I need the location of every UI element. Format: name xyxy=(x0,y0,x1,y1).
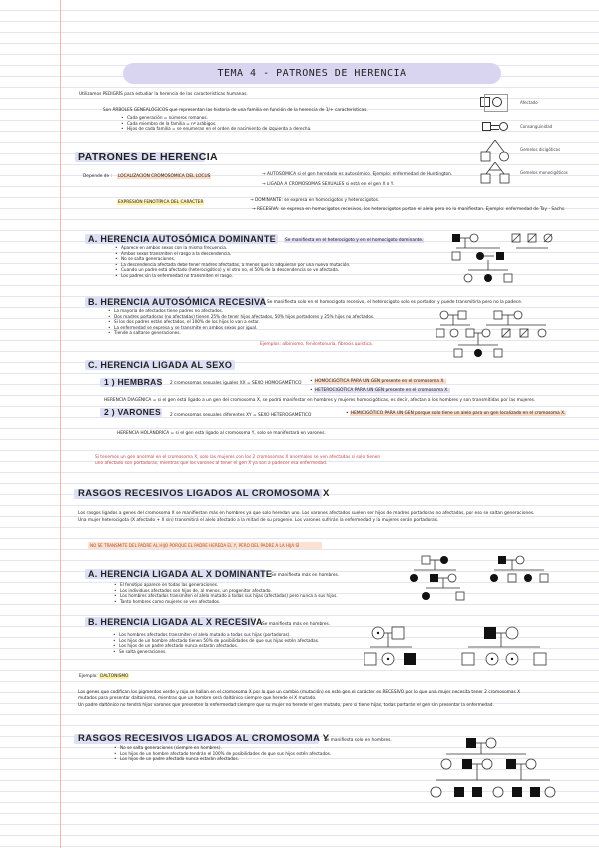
list-item: • Ambos sexos transmiten el rasgo a la descendencia. xyxy=(121,251,350,257)
list-item: • Se salta generaciones. xyxy=(119,649,319,655)
holandric-text: HERENCIA HOLÁNDRICA = si el gen está ligado al cromosoma Y, solo se manifestará en varones. xyxy=(117,431,326,436)
hemizygous-line: • HEMICIGÓTICO PARA UN GEN porque solo tiene un alelo para un gen localizado en el cromosoma X. xyxy=(346,411,566,416)
paragraph: Un padre daltónico no tendrá hijos varones que presenten la enfermedad siempre que su mujer no herede el gen mutado, pero si tiene hijas, todas portarán el gen sin presentar la enfermedad. xyxy=(78,703,494,708)
locus-label-text: LOCALIZACIÓN CROMOSÓMICA DEL LOCUS xyxy=(118,174,211,179)
section-note-text: Se manifiesta en el heterocigoto y en el homocigoto dominante. xyxy=(285,238,424,243)
section-note: Se manifiesta más en hombres. xyxy=(271,573,340,578)
bullet-list xyxy=(111,245,350,279)
list-item: • Hijos de cada familia = se enumeran en el orden de nacimiento de izquierda a derecha. xyxy=(127,126,311,132)
monozygotic-twins-icon xyxy=(480,162,510,184)
pedigree-y-linked xyxy=(426,736,556,808)
expression-label-text: EXPRESIÓN FENOTÍPICA DEL CARÁCTER xyxy=(118,200,204,205)
section-heading: A. HERENCIA LIGADA AL X DOMINANTE xyxy=(88,569,273,579)
red-note-1: Si tenemos un gen anormal en el cromosoma X, solo las mujeres con los 2 cromosomas X anormales se ven afectadas si solo tienen xyxy=(95,455,381,460)
example-label xyxy=(79,674,129,679)
section-heading: C. HERENCIA LIGADA AL SEXO xyxy=(88,360,233,370)
section-heading: PATRONES DE HERENCIA xyxy=(78,151,219,163)
section-note: Se manifiesta solo en hombres. xyxy=(324,738,392,743)
paragraph: Los genes que codifican los pigmentos verde y rojo se hallan en el cromosoma X por lo que un cambio (mutación) en este gen el carácter es RECESIVO por lo que una mujer necesita tener 2 cromosomas X xyxy=(78,690,521,695)
list-item: • Cada generación = números romanos. xyxy=(127,115,311,121)
subheading: 1 ) HEMBRAS xyxy=(104,377,163,387)
legend-label: Gemelos dicigóticos xyxy=(520,147,561,152)
list-item: • Aparece en ambos sexos con la misma frecuencia. xyxy=(121,245,350,251)
locus-label xyxy=(117,174,211,179)
notebook-margin xyxy=(60,0,61,848)
hemizygous-line-text: HEMICIGÓTICO PARA UN GEN porque solo tiene un alelo para un gen localizado en el cromosoma X. xyxy=(350,411,566,416)
affected-box xyxy=(484,94,508,112)
legend-label: Afectado xyxy=(520,100,538,105)
list-item: • Tanto hombres como mujeres se ven afectados. xyxy=(120,599,338,605)
section-note: Se manifiesta más en hombres. xyxy=(262,622,331,627)
pedigree-legend xyxy=(480,92,580,182)
list-item: • La enfermedad se expresa y se transmite en ambos sexos por igual. xyxy=(114,325,374,331)
list-item: • Los hombres afectados transmiten el alelo mutado a todas sus hijas (portadoras). xyxy=(119,632,319,638)
list-item: • Los hijos de un hombre afectado tendrán el 100% de posibilidades de que sus hijos estén afectados. xyxy=(120,751,331,757)
section-heading: B. HERENCIA LIGADA AL X RECESIVA xyxy=(88,617,263,627)
section-note xyxy=(284,238,424,243)
highlight-band: NO SE TRANSMITE DEL PADRE AL HIJO PORQUE EL PADRE HEREDA EL Y, PERO DEL PADRE A LA HIJA SÍ xyxy=(88,542,322,549)
legend-label: Gemelos monocigóticos xyxy=(520,170,568,175)
section-heading: RASGOS RECESIVOS LIGADOS AL CROMOSOMA X xyxy=(78,488,330,499)
dominant-line: → DOMINANTE: se expresa en homocigotos y heterocigotos. xyxy=(250,198,380,203)
list-item: • Los hijos de un padre afectado nunca estarán afectados. xyxy=(120,756,331,762)
legend-label: Consanguinidad xyxy=(520,124,553,129)
bullet-list xyxy=(109,632,319,654)
list-item: • Cuando un padre está afectado (heterocigótico) y el otro no, el 50% de la descendencia se ve afectada. xyxy=(121,267,350,273)
sex-linked-line: → LIGADA A CROMOSOMAS SEXUALES si está en el gen X o Y. xyxy=(262,182,394,187)
homogametic-text: 2 cromosomas sexuales iguales XX = SEXO HOMOGAMÉTICO xyxy=(170,381,302,386)
list-item: • No se salta generaciones (siempre en hombres). xyxy=(120,745,331,751)
section-note: Se manifiesta solo en el homocigoto recesivo, el heterocigoto solo es portador y puede transmitirla pero no la padece. xyxy=(267,300,523,305)
list-item: • Cada miembro de la familia = nº arábigos. xyxy=(127,121,311,127)
subheading: 2 ) VARONES xyxy=(104,407,161,417)
list-item: • Tiende a saltarse generaciones. xyxy=(114,330,374,336)
expression-label xyxy=(117,200,204,205)
recessive-line: → RECESIVA: se expresa en homocigotos recesivos, los heterocigotos portan el alelo pero no lo manifiestan. Ejemplo: enfermedad de Tay - Sachs. xyxy=(252,207,566,212)
pedigree-autosomal-dominant xyxy=(448,232,558,292)
depends-label: Depende de : xyxy=(83,174,112,179)
list-item: • Los hombres afectados transmiten el alelo mutado a todas sus hijas (afectadas) pero nunca a sus hijos. xyxy=(120,593,338,599)
pedigree-autosomal-recessive xyxy=(436,309,556,367)
tree-bullets xyxy=(117,115,311,132)
list-item: • Los hijos de un padre afectado nunca estarán afectados. xyxy=(119,643,319,649)
homozygous-line: • HOMOCIGÓTICA PARA UN GEN presente en el cromosoma X. xyxy=(310,379,445,384)
example-name: DALTONISMO xyxy=(100,674,129,679)
dizygotic-twins-icon xyxy=(480,140,510,162)
dosage-text: HERENCIA DIAGÉNICA = si el gen está ligado a un gen del cromosoma X, se podrá manifestar en hombres y mujeres homocigóticas, es decir, afectan a los hombres y son transmitidas por las mujeres. xyxy=(104,398,536,403)
list-item: • Los individuos afectados son hijos de, al menos, un progenitor afectado. xyxy=(120,588,338,594)
list-item: • El fenotipo aparece en todas las generaciones. xyxy=(120,582,338,588)
section-heading: RASGOS RECESIVOS LIGADOS AL CROMOSOMA Y xyxy=(78,733,330,744)
heterozygous-line: • HETEROCIGÓTICA PARA UN GEN presente en el cromosoma X. xyxy=(310,388,449,393)
autosomal-line: → AUTOSÓMICA si el gen heredado es autosómico. Ejemplo: enfermedad de Huntington. xyxy=(262,172,453,177)
paragraph: mutados para presentar daltonismo, mientras que un hombre será daltónico siempre que herede el X mutado. xyxy=(78,696,317,701)
heterozygous-line-text: HETEROCIGÓTICA PARA UN GEN presente en el cromosoma X. xyxy=(314,388,449,393)
tree-line: Son ÁRBOLES GENEALÓGICOS que representan las historia de una familia en función de la herencia de 1/+ características. xyxy=(103,108,368,113)
red-note-2: uno afectado son portadoras, mientras que los varones al tener el gen X ya son a padecer esa enfermedad. xyxy=(95,461,328,466)
page-title xyxy=(123,63,501,84)
page-title-text: TEMA 4 - PATRONES DE HERENCIA xyxy=(217,68,407,79)
list-item: • La mayoría de afectados tiene padres no afectados. xyxy=(114,308,374,314)
list-item: • Los hijos de un hombre afectado tienen 50% de posibilidades de que sus hijas estén afectadas. xyxy=(119,638,319,644)
male-symbol xyxy=(482,122,491,131)
pedigree-x-linked-recessive xyxy=(364,625,564,675)
consanguinity-line xyxy=(491,125,499,130)
pedigree-x-linked-dominant xyxy=(404,554,564,606)
heterogametic-text: 2 cromosomas sexuales diferentes XY = SEXO HETEROGAMÉTICO xyxy=(170,413,312,418)
paragraph: Una mujer heterocigota (X afectado + X sin) transmitirá el alelo afectado a la mitad de su progenie. Los varones sufrirán la enfermedad y la mujeres serán portadoras. xyxy=(78,518,439,523)
list-item: • No se salta generaciones. xyxy=(121,256,350,262)
list-item: • Si los dos padres están afectados, el 100% de los hijos lo van a estar. xyxy=(114,319,374,325)
female-symbol xyxy=(499,122,508,131)
example-text: Ejemplos: albinismo, fenilcetonuria, fibrosis quística. xyxy=(260,342,374,347)
bullet-list xyxy=(110,745,331,762)
bullet-list xyxy=(104,308,374,336)
homozygous-line-text: HOMOCIGÓTICA PARA UN GEN presente en el cromosoma X. xyxy=(314,379,445,384)
bullet-list xyxy=(110,582,338,604)
intro-text: Utilizamos PEDIGRÍS para estudiar la herencia de las características humanas. xyxy=(79,92,248,97)
paragraph: Los rasgos ligados a genes del cromosoma X se manifiestan más en hombres ya que solo heredan uno. Los varones afectados suelen ser hijos de madres portadoras no afectadas, por eso se saltan generaciones. xyxy=(78,511,535,516)
section-heading: B. HERENCIA AUTOSÓMICA RECESIVA xyxy=(88,297,267,307)
list-item: • La descendencia afectada debe tener madres afectadas, a menos que lo adquieran por una nueva mutación. xyxy=(121,262,350,268)
list-item: • Los padres sin la enfermedad no transmiten el rasgo. xyxy=(121,273,350,279)
list-item: • Dos madres portadoras (no afectadas) tienen 25% de tener hijos afectados, 50% hijos portadores y 25% hijos no afectados. xyxy=(114,314,374,320)
example-label-text: Ejemplo: xyxy=(79,674,98,679)
section-heading: A. HERENCIA AUTOSÓMICA DOMINANTE xyxy=(88,234,276,244)
